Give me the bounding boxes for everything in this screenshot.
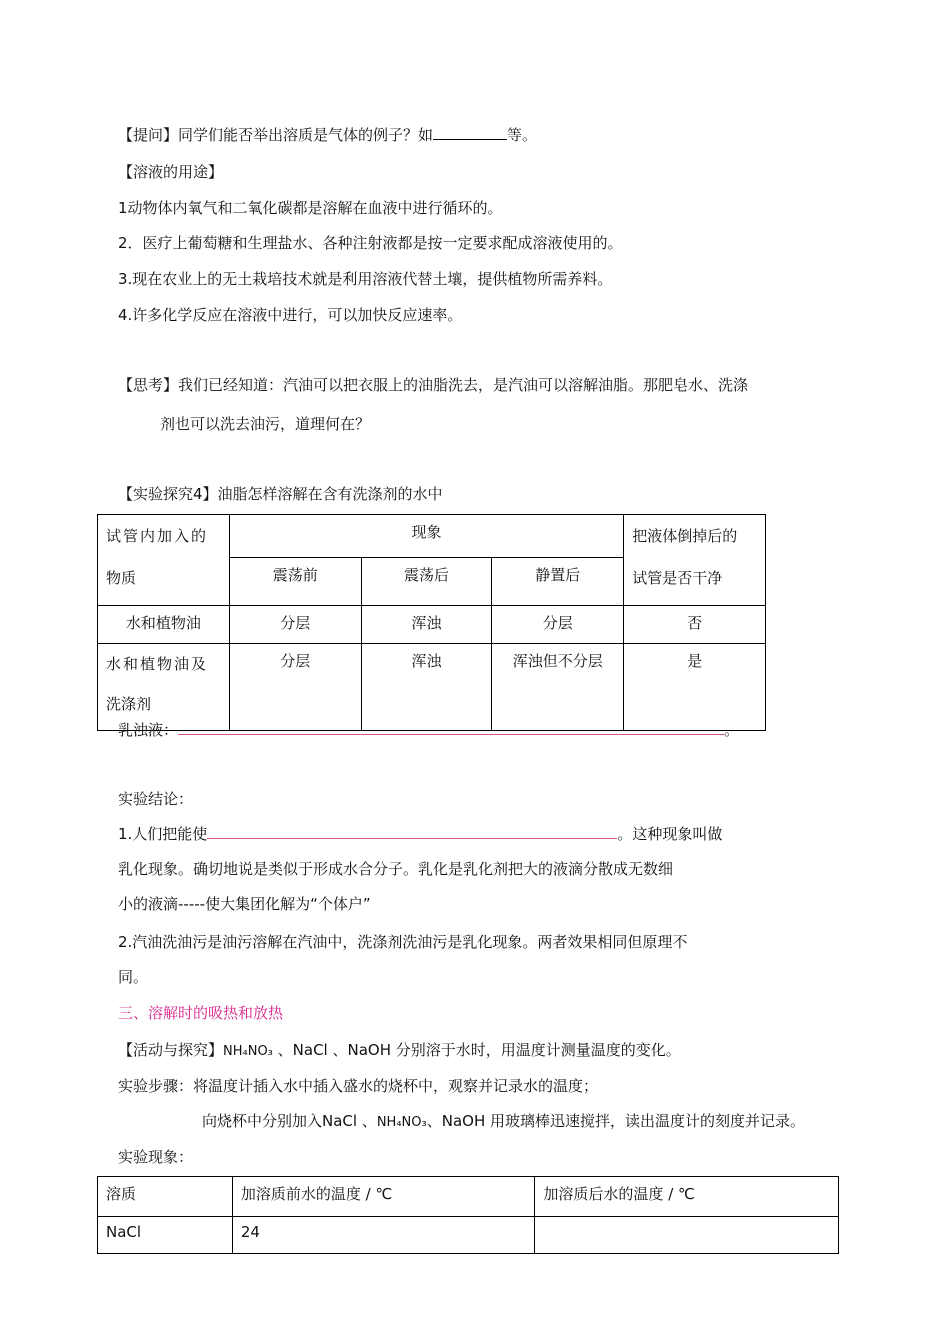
exp4-subheader-after: 震荡后 — [361, 557, 492, 605]
activity-line — [118, 1039, 681, 1060]
activity-text: 、NaCl 、NaOH 分别溶于水时，用温度计测量温度的变化。 — [272, 1041, 681, 1059]
temp-row1-after[interactable] — [535, 1217, 839, 1254]
exp4-row1-clean: 否 — [624, 606, 766, 644]
conclusion-item1-line3: 小的液滴-----使大集团化解为“个体户” — [118, 895, 371, 913]
temp-row1-solute: NaCl — [98, 1217, 233, 1254]
steps-line-2 — [202, 1110, 805, 1131]
conclusion-item1-line2: 乳化现象。确切地说是类似于形成水合分子。乳化是乳化剂把大的液滴分散成无数细 — [118, 860, 674, 878]
exp4-header-clean — [624, 515, 766, 606]
emulsion-blank[interactable] — [178, 720, 724, 735]
conclusion-item1-suffix: 。这种现象叫做 — [617, 825, 723, 843]
think-line-1: 【思考】我们已经知道：汽油可以把衣服上的油脂洗去，是汽油可以溶解油脂。那肥皂水、洗涤 — [118, 376, 749, 394]
exp4-title: 【实验探究4】油脂怎样溶解在含有洗涤剂的水中 — [118, 485, 443, 503]
uses-item-1: 1动物体内氧气和二氧化碳都是溶解在血液中进行循环的。 — [118, 199, 503, 217]
activity-chem: NH₄NO₃ — [223, 1044, 273, 1059]
exp4-row2-before: 分层 — [229, 644, 361, 731]
table-row — [98, 644, 766, 731]
steps-line-1: 实验步骤：将温度计插入水中插入盛水的烧杯中，观察并记录水的温度； — [118, 1077, 599, 1095]
emulsion-label: 乳浊液： — [118, 721, 179, 739]
exp4-row2-clean: 是 — [624, 644, 766, 731]
conclusion-heading: 实验结论： — [118, 790, 194, 808]
exp4-header-clean-line1: 把液体倒掉后的 — [632, 527, 738, 545]
table-row — [98, 606, 766, 644]
activity-prefix: 【活动与探究】 — [118, 1041, 224, 1059]
exp4-row1-standing: 分层 — [492, 606, 624, 644]
exp4-subheader-standing: 静置后 — [492, 557, 624, 605]
steps-line2-prefix: 向烧杯中分别加入NaCl 、 — [202, 1112, 377, 1130]
exp4-header-clean-line2: 试管是否干净 — [632, 569, 723, 587]
exp4-row2-substance: 水和植物油及 洗涤剂 — [98, 644, 230, 731]
phenomena-label: 实验现象： — [118, 1148, 194, 1166]
think-line-2: 剂也可以洗去油污，道理何在？ — [160, 415, 371, 433]
conclusion-item2-line1: 2.汽油洗油污是油污溶解在汽油中，洗涤剂洗油污是乳化现象。两者效果相同但原理不 — [118, 933, 688, 951]
temp-header-after: 加溶质后水的温度 / ℃ — [535, 1177, 839, 1217]
uses-item-4: 4.许多化学反应在溶液中进行，可以加快反应速率。 — [118, 306, 463, 324]
exp4-row1-after: 浑浊 — [361, 606, 492, 644]
conclusion-item2-line2: 同。 — [118, 968, 149, 986]
exp4-row2-after: 浑浊 — [361, 644, 492, 731]
exp4-row1-before: 分层 — [229, 606, 361, 644]
conclusion-item1 — [118, 823, 722, 844]
table-row — [98, 1217, 839, 1254]
ask-suffix: 等。 — [507, 126, 538, 144]
exp4-header-substance — [98, 515, 230, 606]
exp4-header-phenomenon: 现象 — [229, 515, 623, 558]
exp4-header-substance-line2: 物质 — [106, 569, 137, 587]
conclusion-item1-prefix: 1.人们把能使 — [118, 825, 208, 843]
emulsion-end: 。 — [724, 721, 740, 739]
exp4-subheader-before: 震荡前 — [229, 557, 361, 605]
temperature-table — [97, 1176, 839, 1254]
temp-header-solute: 溶质 — [98, 1177, 233, 1217]
exp4-row1-substance: 水和植物油 — [98, 606, 230, 644]
uses-item-2: 2．医疗上葡萄糖和生理盐水、各种注射液都是按一定要求配成溶液使用的。 — [118, 234, 623, 252]
steps-line2-chem: NH₄NO₃ — [376, 1115, 427, 1130]
uses-item-3: 3.现在农业上的无土栽培技术就是利用溶液代替土壤，提供植物所需养料。 — [118, 270, 613, 288]
ask-blank[interactable] — [433, 125, 507, 140]
conclusion-blank[interactable] — [207, 824, 617, 839]
uses-heading: 【溶液的用途】 — [118, 163, 224, 181]
emulsion-line — [118, 719, 739, 740]
exp4-row2-standing: 浑浊但不分层 — [492, 644, 624, 731]
ask-prefix: 【提问】同学们能否举出溶质是气体的例子？如 — [118, 126, 434, 144]
steps-line2-suffix: 、NaOH 用玻璃棒迅速搅拌，读出温度计的刻度并记录。 — [426, 1112, 805, 1130]
temp-header-before: 加溶质前水的温度 / ℃ — [232, 1177, 535, 1217]
temp-row1-before: 24 — [232, 1217, 535, 1254]
exp4-table — [97, 514, 766, 731]
section-3-title: 三、溶解时的吸热和放热 — [118, 1004, 284, 1022]
exp4-header-substance-line1: 试管内加入的 — [106, 527, 209, 545]
ask-line — [118, 124, 537, 145]
